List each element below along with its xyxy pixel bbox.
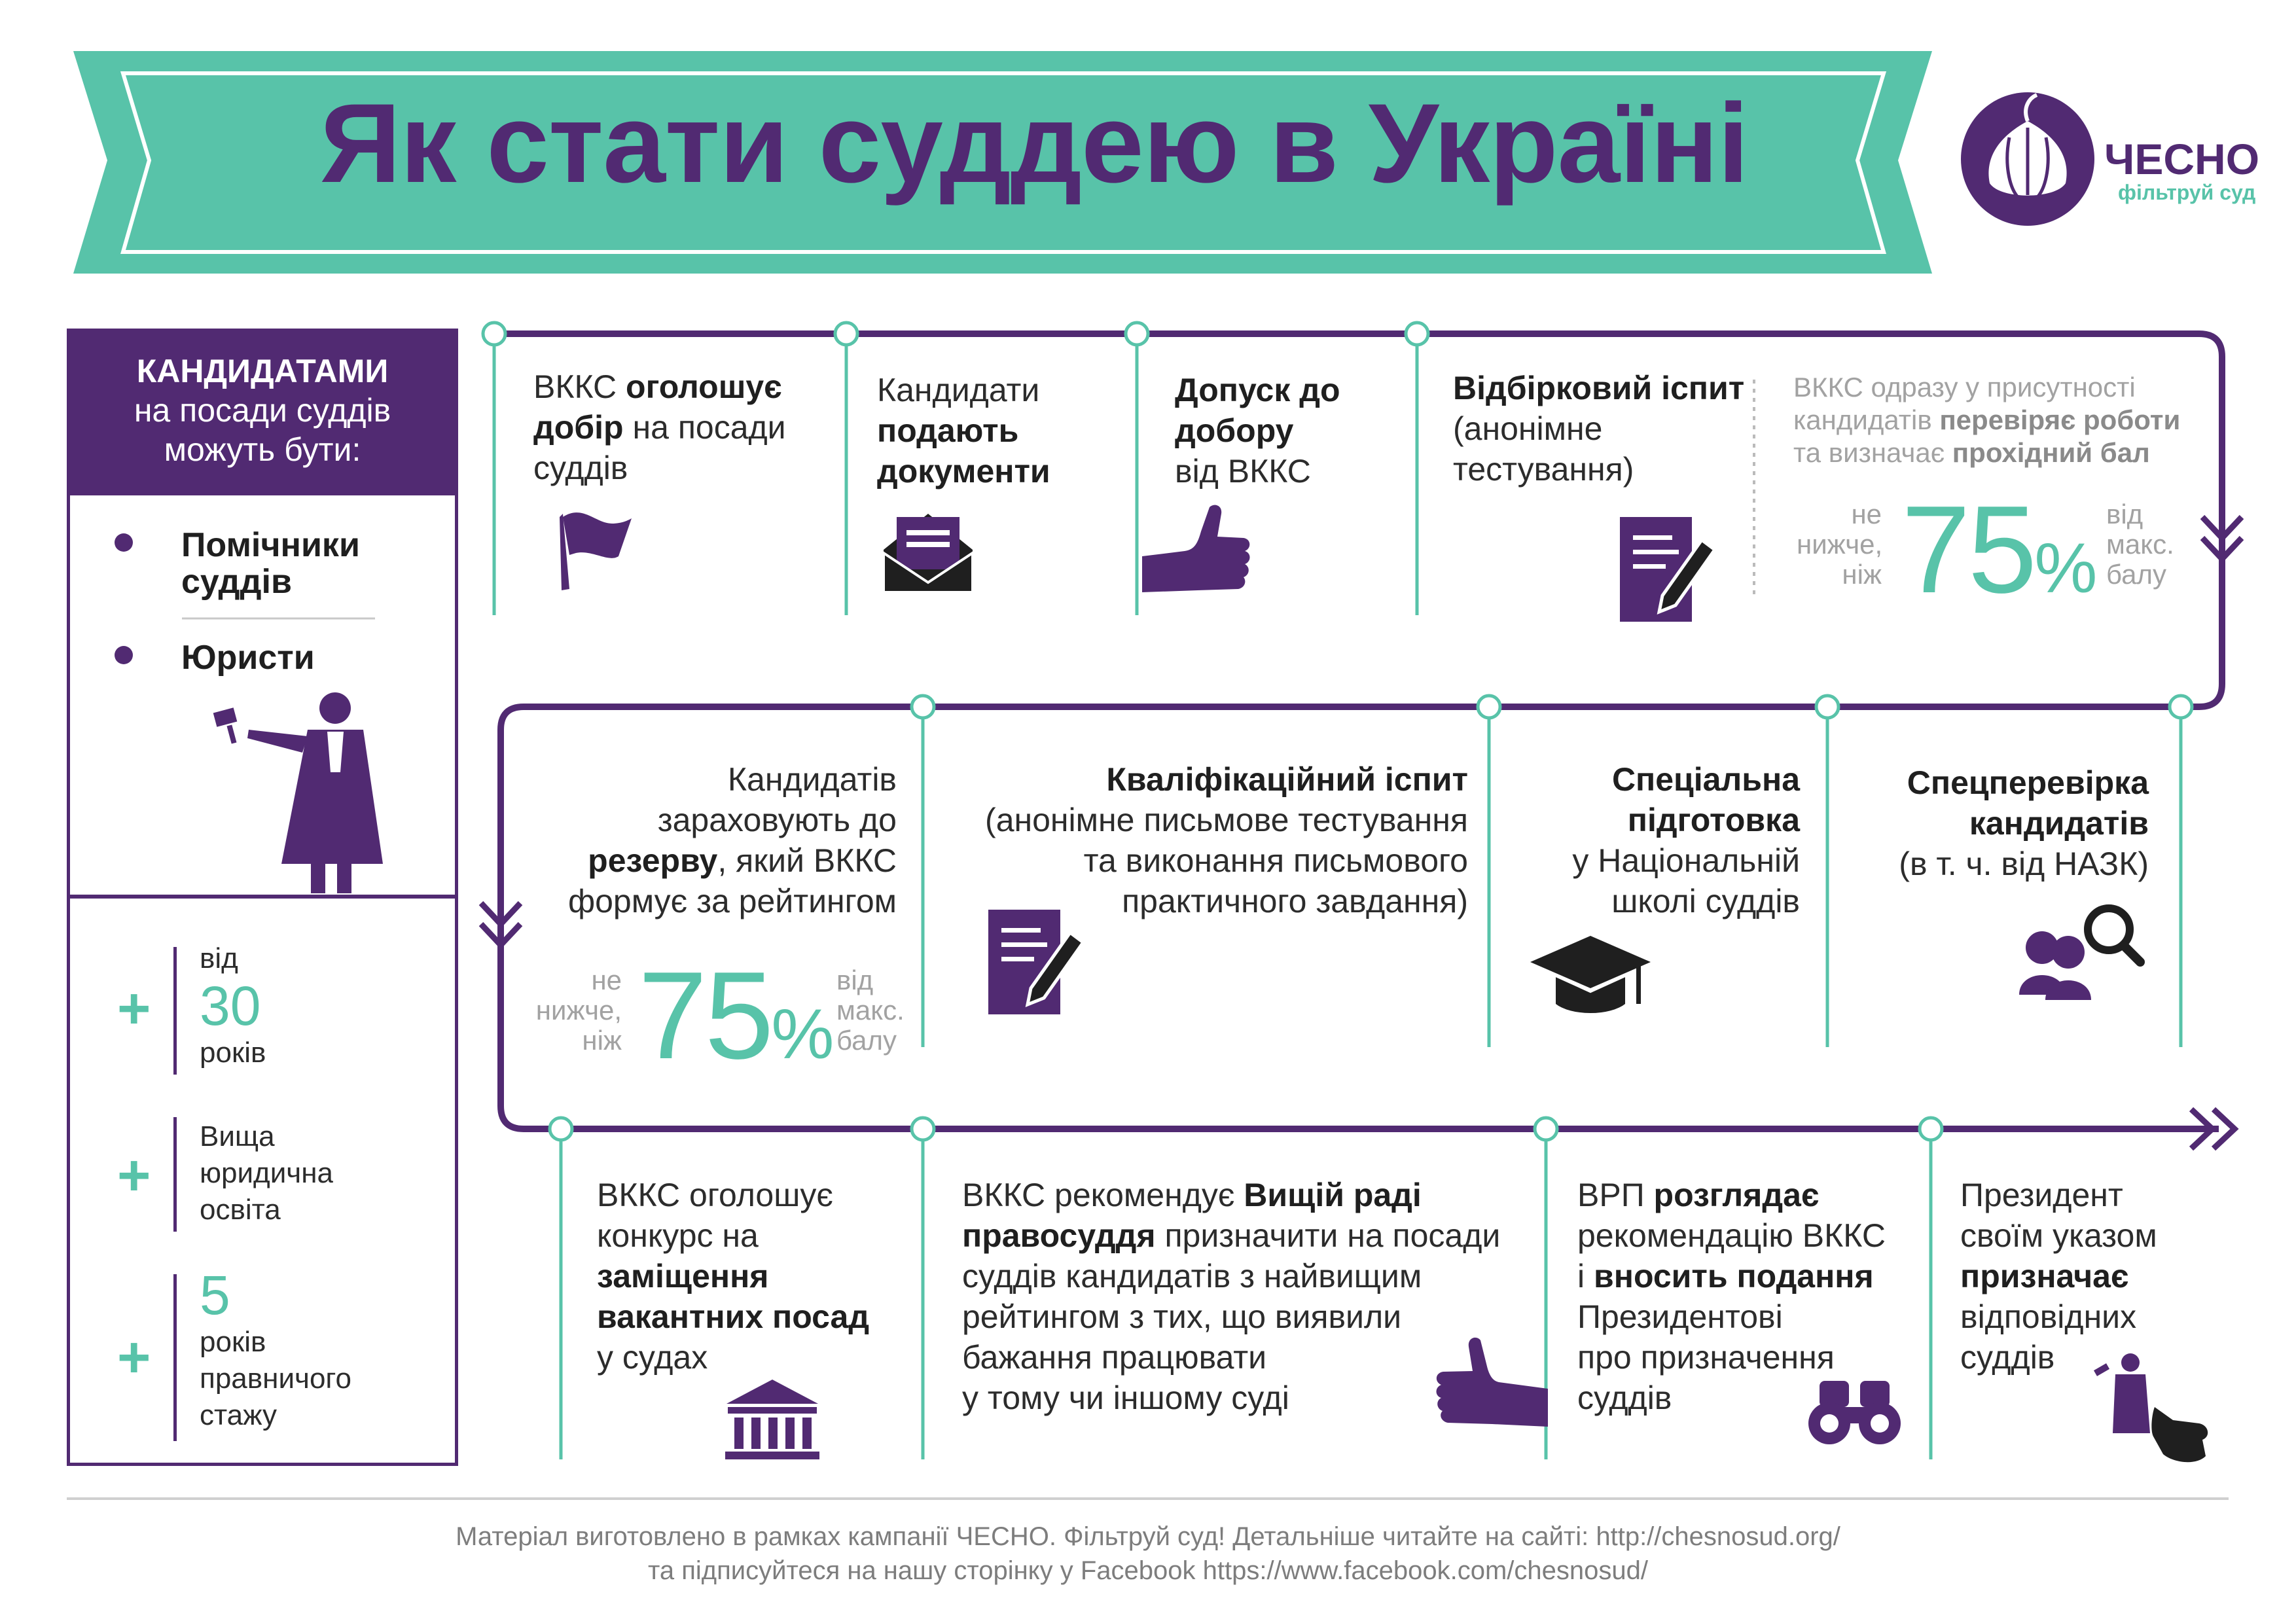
- step-2-text-a: Кандидати: [877, 372, 1040, 408]
- step-5-text-d: та визначає: [1793, 437, 1952, 468]
- candidates-heading-bold: КАНДИДАТАМИ: [136, 353, 389, 389]
- step-1-text-b: оголошує: [626, 368, 782, 405]
- requirement-experience: [200, 1266, 351, 1434]
- candidates-heading: [70, 332, 455, 495]
- document-pen-icon: [1620, 517, 1715, 622]
- step-1-text-a: ВККС: [533, 368, 626, 405]
- step-13-text-c: призначає: [1960, 1258, 2129, 1294]
- footer-line-1: Матеріал виготовлено в рамках кампанії ЧЕСНО. Фільтруй суд! Детальніше читайте на сайті: http://chesnosud.org/: [456, 1522, 1840, 1551]
- requirement-age-post: років: [200, 1037, 266, 1069]
- step-9: [568, 759, 897, 921]
- step-9-percent-sign: %: [771, 994, 832, 1073]
- step-5-threshold: [1901, 480, 2095, 630]
- candidate-item-label: Юристи: [181, 639, 315, 677]
- requirement-bar: [173, 947, 177, 1075]
- footer-line-2: та підписуйтеся на нашу сторінку у Facebook https://www.facebook.com/chesnosud/: [648, 1556, 1648, 1585]
- step-5-max-r2: макс.: [2106, 529, 2174, 560]
- step-5-min-l2: нижче,: [1797, 529, 1883, 560]
- document-pen-icon-2: [988, 910, 1083, 1014]
- step-11-text-e: суддів кандидатів з найвищим: [962, 1258, 1422, 1294]
- step-8-text-d: практичного завдання): [1122, 883, 1468, 919]
- graduation-cap-icon: [1530, 936, 1651, 1014]
- step-9-max-r3: балу: [836, 1025, 897, 1056]
- step-12-text-d: і: [1577, 1258, 1594, 1294]
- step-8-text-b: (анонімне письмове тестування: [985, 802, 1468, 838]
- step-12-text-g: про призначення: [1577, 1339, 1835, 1376]
- thumbs-up-icon: [1142, 505, 1250, 592]
- page-title: Як стати суддею в Україні: [319, 80, 1749, 206]
- step-6-text-a: Спецперевірка: [1907, 764, 2149, 801]
- step-13-text-a: Президент: [1960, 1177, 2123, 1213]
- step-9-text-e: формує за рейтингом: [567, 883, 897, 919]
- requirement-experience-line2: правничого: [200, 1363, 351, 1395]
- step-5: [1793, 371, 2180, 469]
- candidate-item-label-line2: суддів: [181, 563, 292, 601]
- step-13-text-e: суддів: [1960, 1339, 2055, 1376]
- step-3: [1175, 370, 1340, 491]
- step-5-max-r1: від: [2106, 499, 2144, 529]
- requirement-education-line2: юридична: [200, 1157, 333, 1189]
- step-1: [533, 366, 786, 488]
- step-6-text-c: (в т. ч. від НАЗК): [1899, 846, 2149, 882]
- step-5-text-e: прохідний бал: [1952, 437, 2150, 468]
- step-5-percent-sign: %: [2034, 528, 2095, 607]
- step-9-min-l1: не: [591, 965, 622, 995]
- step-5-max-label: [2106, 499, 2174, 590]
- step-7-text-a: Спеціальна: [1611, 761, 1800, 798]
- requirement-age-pre: від: [200, 942, 238, 974]
- step-10: [597, 1175, 869, 1378]
- step-5-max-r3: балу: [2106, 559, 2166, 590]
- candidate-item-label-line1: Помічники: [181, 526, 360, 564]
- step-5-percent-value: 75: [1901, 480, 2035, 619]
- step-4-text-c: тестування): [1453, 451, 1634, 488]
- step-1-text-d: на посади: [623, 409, 786, 446]
- step-9-text-c: резерву: [588, 842, 718, 879]
- flag-icon: [560, 512, 632, 590]
- step-8-text-a: Кваліфікаційний іспит: [1106, 761, 1468, 798]
- step-11-text-c: правосуддя: [962, 1217, 1156, 1254]
- logo-name: ЧЕСНО: [2104, 135, 2260, 183]
- step-5-min-l3: ніж: [1842, 559, 1882, 590]
- step-13-text-b: своїм указом: [1960, 1217, 2157, 1254]
- step-5-min-label: [1797, 499, 1882, 590]
- step-9-max-r1: від: [836, 965, 874, 995]
- people-search-icon: [2019, 908, 2140, 1000]
- requirement-experience-number: 5: [200, 1264, 230, 1326]
- bullet-dot: [115, 646, 133, 664]
- step-10-text-b: конкурс на: [597, 1217, 759, 1254]
- requirement-education: [200, 1118, 333, 1228]
- step-9-threshold: [638, 946, 832, 1096]
- step-4-text-a: Відбірковий іспит: [1453, 370, 1745, 406]
- step-11-text-d: призначити на посади: [1155, 1217, 1501, 1254]
- candidates-heading-line2: на посади суддів: [134, 392, 391, 429]
- step-12-text-b: розглядає: [1653, 1177, 1820, 1213]
- requirement-education-line3: освіта: [200, 1194, 281, 1226]
- step-7: [1572, 759, 1800, 921]
- step-12-text-e: вносить подання: [1594, 1258, 1874, 1294]
- requirement-age-number: 30: [200, 975, 261, 1037]
- step-7-text-d: школі суддів: [1611, 883, 1800, 919]
- step-11-text-g: бажання працювати: [962, 1339, 1267, 1376]
- step-4: [1453, 368, 1744, 490]
- requirement-bar: [173, 1274, 177, 1441]
- step-5-text-b: кандидатів: [1793, 404, 1940, 435]
- step-9-min-l2: нижче,: [535, 995, 622, 1026]
- step-9-text-b: зараховують до: [657, 802, 897, 838]
- step-11-text-b: Вищій раді: [1244, 1177, 1422, 1213]
- step-10-text-e: у судах: [597, 1339, 708, 1376]
- bullet-dot: [115, 533, 133, 552]
- logo-tagline: фільтруй суд: [2118, 181, 2256, 204]
- court-building-icon: [725, 1380, 819, 1459]
- step-10-text-d: вакантних посад: [597, 1298, 870, 1335]
- step-5-text-a: ВККС одразу у присутності: [1793, 372, 2136, 402]
- step-1-text-e: суддів: [533, 450, 628, 486]
- step-9-min-l3: ніж: [582, 1025, 622, 1056]
- step-2-text-b: подають: [877, 412, 1019, 449]
- requirement-age: [200, 940, 266, 1071]
- requirement-experience-line3: стажу: [200, 1399, 278, 1431]
- step-11: [962, 1175, 1500, 1418]
- step-1-text-c: добір: [533, 409, 624, 446]
- step-12: [1577, 1175, 1886, 1418]
- envelope-icon: [884, 514, 973, 592]
- plus-icon: +: [117, 1325, 151, 1389]
- requirement-bar: [173, 1117, 177, 1232]
- step-12-text-f: Президентові: [1577, 1298, 1783, 1335]
- candidates-panel: [67, 329, 458, 1466]
- step-12-text-h: суддів: [1577, 1380, 1672, 1416]
- plus-icon: +: [117, 1143, 151, 1207]
- step-3-text-a: Допуск до: [1175, 372, 1340, 408]
- plus-icon: +: [117, 976, 151, 1041]
- requirement-education-line1: Вища: [200, 1120, 275, 1152]
- step-9-text-a: Кандидатів: [727, 761, 897, 798]
- step-6: [1899, 762, 2149, 884]
- step-4-text-b: (анонімне: [1453, 410, 1603, 447]
- step-6-text-b: кандидатів: [1969, 805, 2149, 842]
- step-9-max-r2: макс.: [836, 995, 905, 1026]
- step-11-text-h: у тому чи іншому суді: [962, 1380, 1289, 1416]
- step-11-text-f: рейтингом з тих, що виявили: [962, 1298, 1402, 1335]
- step-12-text-a: ВРП: [1577, 1177, 1654, 1213]
- step-13-text-d: відповідних: [1960, 1298, 2137, 1335]
- step-5-text-c: перевіряє роботи: [1939, 404, 2181, 435]
- step-8-text-c: та виконання письмового: [1083, 842, 1468, 879]
- step-3-text-b: добору: [1175, 412, 1294, 449]
- step-7-text-b: підготовка: [1627, 802, 1800, 838]
- step-3-text-c: від ВККС: [1175, 453, 1311, 490]
- step-2: [877, 370, 1050, 491]
- step-10-text-c: заміщення: [597, 1258, 769, 1294]
- step-9-max-label: [836, 965, 905, 1056]
- step-7-text-c: у Національній: [1572, 842, 1800, 879]
- step-10-text-a: ВККС оголошує: [597, 1177, 833, 1213]
- step-2-text-c: документи: [877, 453, 1050, 490]
- requirement-experience-line1: років: [200, 1326, 266, 1358]
- step-8: [985, 759, 1468, 921]
- step-9-min-label: [530, 965, 622, 1056]
- step-9-percent-value: 75: [638, 946, 772, 1085]
- step-13: [1960, 1175, 2157, 1378]
- step-11-text-a: ВККС рекомендує: [962, 1177, 1244, 1213]
- step-9-text-d: , який ВККС: [717, 842, 897, 879]
- step-5-min-l1: не: [1851, 499, 1882, 529]
- candidates-heading-line3: можуть бути:: [164, 431, 361, 468]
- step-12-text-c: рекомендацію ВККС: [1577, 1217, 1886, 1254]
